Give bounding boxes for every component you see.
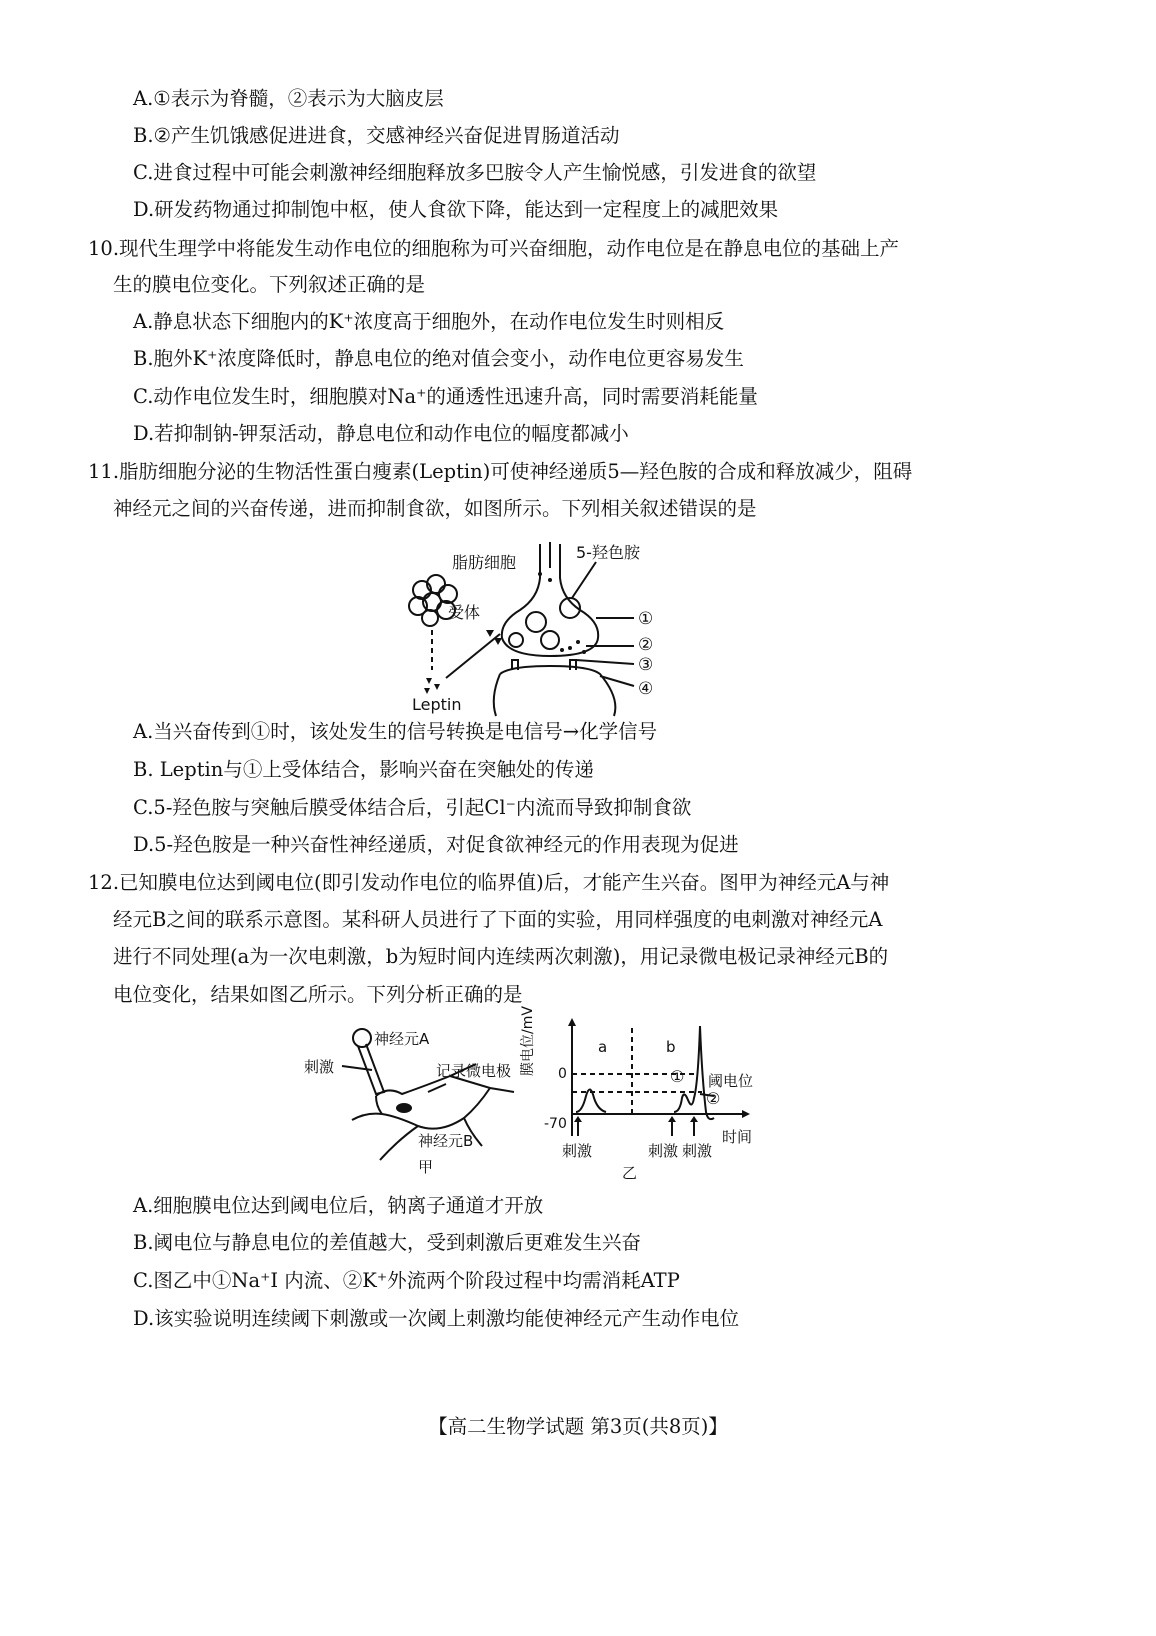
q11-option-c: C.5-羟色胺与突触后膜受体结合后，引起Cl⁻内流而导致抑制食欲 xyxy=(133,796,692,819)
q10-option-d: D.若抑制钠-钾泵活动，静息电位和动作电位的幅度都减小 xyxy=(133,422,629,445)
q10-stem-line-2: 生的膜电位变化。下列叙述正确的是 xyxy=(113,273,426,296)
q12-stem-line-4: 电位变化，结果如图乙所示。下列分析正确的是 xyxy=(113,983,523,1006)
ytick-0: 0 xyxy=(558,1066,567,1082)
q11-option-b: B. Leptin与①上受体结合，影响兴奋在突触处的传递 xyxy=(133,758,594,781)
mark-1: ① xyxy=(638,609,654,629)
q12-option-b: B.阈电位与静息电位的差值越大，受到刺激后更难发生兴奋 xyxy=(133,1231,642,1254)
q10-option-c: C.动作电位发生时，细胞膜对Na⁺的通透性迅速升高，同时需要消耗能量 xyxy=(133,385,758,408)
serotonin-label: 5-羟色胺 xyxy=(576,543,640,562)
caption-yi: 乙 xyxy=(622,1164,638,1182)
q10-stem-line-1: 10.现代生理学中将能发生动作电位的细胞称为可兴奋细胞，动作电位是在静息电位的基础上产 xyxy=(88,237,900,260)
q9-option-b: B.②产生饥饿感促进进食，交感神经兴奋促进胃肠道活动 xyxy=(133,124,620,147)
graph-mark-1: ① xyxy=(670,1067,685,1086)
stim-label-3: 刺激 xyxy=(682,1142,713,1160)
q12-option-a: A.细胞膜电位达到阈电位后，钠离子通道才开放 xyxy=(133,1194,544,1217)
electrode-label: 记录微电极 xyxy=(436,1062,512,1080)
q12-option-d: D.该实验说明连续阈下刺激或一次阈上刺激均能使神经元产生动作电位 xyxy=(133,1307,740,1330)
q11-stem-line-2: 神经元之间的兴奋传递，进而抑制食欲，如图所示。下列相关叙述错误的是 xyxy=(113,497,757,520)
stim-label-1: 刺激 xyxy=(562,1142,593,1160)
q10-option-a: A.静息状态下细胞内的K⁺浓度高于细胞外，在动作电位发生时则相反 xyxy=(133,310,725,333)
yaxis-label: 膜电位/mV xyxy=(520,1006,536,1076)
neuron-b-label: 神经元B xyxy=(418,1132,474,1150)
neuron-a-label: 神经元A xyxy=(374,1030,430,1048)
q9-option-d: D.研发药物通过抑制饱中枢，使人食欲下降，能达到一定程度上的减肥效果 xyxy=(133,198,779,221)
q11-option-d: D.5-羟色胺是一种兴奋性神经递质，对促食欲神经元的作用表现为促进 xyxy=(133,833,739,856)
mark-2: ② xyxy=(638,635,654,655)
q9-option-a: A.①表示为脊髓，②表示为大脑皮层 xyxy=(133,87,444,110)
q9-option-c: C.进食过程中可能会刺激神经细胞释放多巴胺令人产生愉悦感，引发进食的欲望 xyxy=(133,161,817,184)
fat-cell-label: 脂肪细胞 xyxy=(452,553,517,572)
receptor-label: 受体 xyxy=(448,603,481,622)
graph-mark-2: ② xyxy=(706,1089,721,1108)
mark-3: ③ xyxy=(638,655,654,675)
page-footer: 【高二生物学试题 第3页(共8页)】 xyxy=(428,1415,728,1438)
label-a: a xyxy=(598,1038,608,1056)
q12-stem-line-1: 12.已知膜电位达到阈电位(即引发动作电位的临界值)后，才能产生兴奋。图甲为神经元A与神 xyxy=(88,871,890,894)
figure-yi-potential-graph xyxy=(520,1006,776,1184)
figure-jia-neurons xyxy=(300,1022,530,1182)
leptin-label: Leptin xyxy=(412,695,462,714)
xaxis-label: 时间 xyxy=(722,1128,753,1146)
ytick-neg70: -70 xyxy=(544,1116,567,1132)
q11-option-a: A.当兴奋传到①时，该处发生的信号转换是电信号→化学信号 xyxy=(133,720,658,743)
q12-option-c: C.图乙中①Na⁺I 内流、②K⁺外流两个阶段过程中均需消耗ATP xyxy=(133,1269,680,1292)
caption-jia: 甲 xyxy=(418,1158,434,1176)
label-b: b xyxy=(666,1038,676,1056)
q12-stem-line-2: 经元B之间的联系示意图。某科研人员进行了下面的实验，用同样强度的电刺激对神经元A xyxy=(113,908,883,931)
stim-label-2: 刺激 xyxy=(648,1142,679,1160)
q11-stem-line-1: 11.脂肪细胞分泌的生物活性蛋白瘦素(Leptin)可使神经递质5—羟色胺的合成和释放减少，阻碍 xyxy=(88,460,913,483)
threshold-label: 阈电位 xyxy=(708,1072,754,1090)
stimulus-label-jia: 刺激 xyxy=(304,1058,335,1076)
mark-4: ④ xyxy=(638,679,654,699)
q12-stem-line-3: 进行不同处理(a为一次电刺激，b为短时间内连续两次刺激)，用记录微电极记录神经元B的 xyxy=(113,945,889,968)
synapse-leptin-figure xyxy=(400,538,690,718)
q10-option-b: B.胞外K⁺浓度降低时，静息电位的绝对值会变小，动作电位更容易发生 xyxy=(133,347,744,370)
